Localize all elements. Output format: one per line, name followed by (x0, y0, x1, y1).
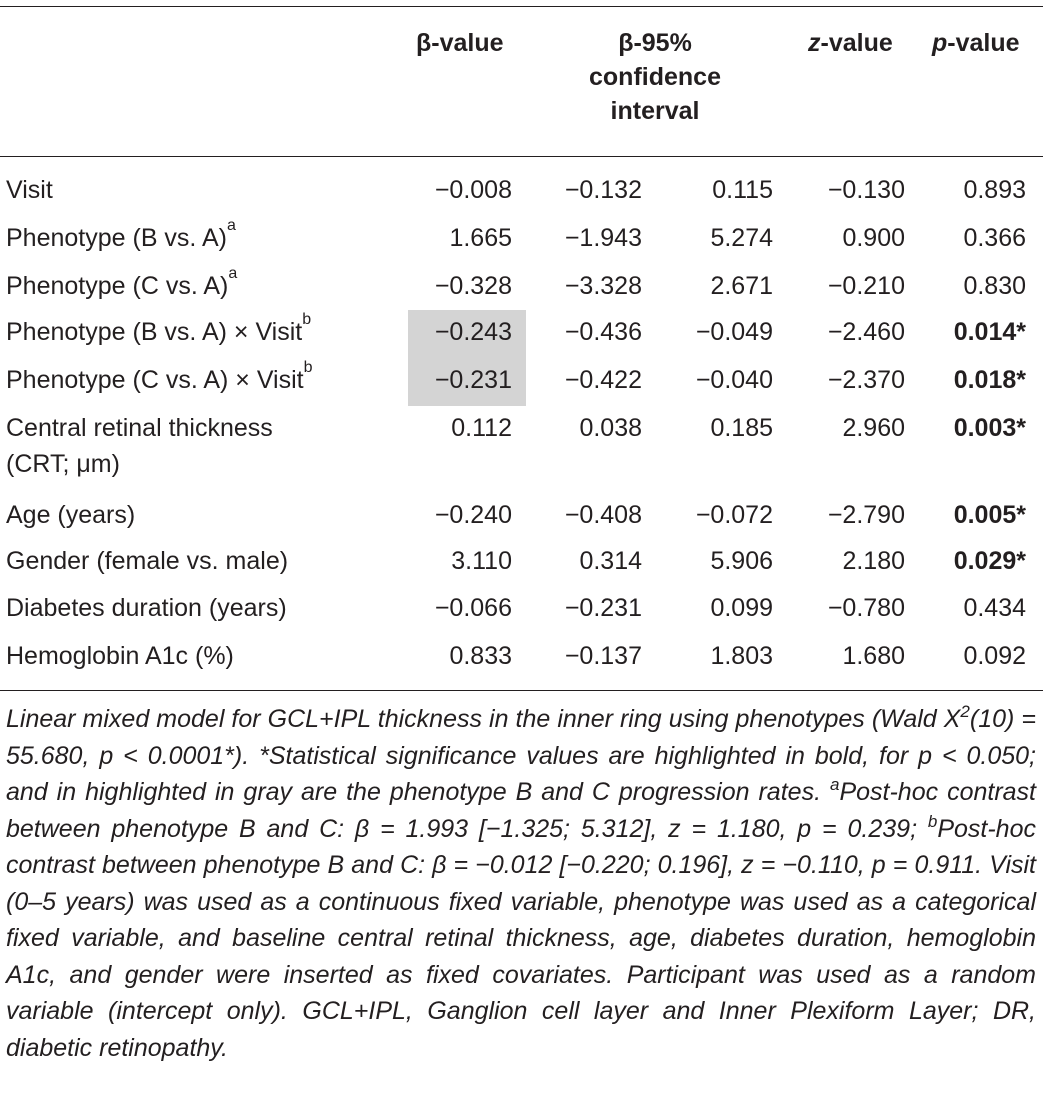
cell-z: 1.680 (842, 642, 905, 670)
cell-ci-high: 1.803 (710, 642, 773, 670)
cell-p-significant: 0.014* (953, 318, 1026, 346)
cell-ci-high: 0.115 (712, 176, 773, 204)
footnote-sup-a: a (829, 775, 840, 794)
cell-beta: −0.243 (434, 318, 512, 346)
cell-p: 0.893 (963, 176, 1026, 204)
header-z-italic: z (808, 29, 821, 57)
footnote-sup-b: b (927, 811, 938, 831)
cell-beta: −0.240 (434, 501, 512, 529)
header-rule (0, 156, 1043, 157)
footer-rule (0, 690, 1043, 691)
top-rule (0, 6, 1043, 7)
footnote-part2: (10) = 55.680, p < 0.0001*). *Statistical significance values are highlighted in bold, for p < 0.050; and in highlighted in gray are the phenotype B and C progression rates. (6, 705, 1036, 806)
cell-ci-high: −0.040 (695, 366, 773, 394)
cell-ci-high: 5.906 (710, 547, 773, 575)
cell-z: 0.900 (842, 224, 905, 252)
row-label (6, 410, 273, 482)
footnote-sup-2: 2 (960, 702, 970, 721)
header-ci-line1: β-95% (618, 29, 692, 57)
row-label (6, 359, 313, 398)
header-z (808, 26, 893, 60)
row-label-text: Phenotype (C vs. A) × Visit (6, 366, 304, 394)
cell-z: 2.960 (842, 414, 905, 442)
cell-p-significant: 0.018* (953, 366, 1026, 394)
cell-p-significant: 0.029* (953, 547, 1026, 575)
cell-beta: 1.665 (449, 224, 512, 252)
cell-ci-low: −0.137 (564, 642, 642, 670)
cell-ci-high: 2.671 (710, 272, 773, 300)
cell-p: 0.830 (963, 272, 1026, 300)
cell-ci-low: 0.314 (579, 547, 642, 575)
row-label-text-line2: (CRT; μm) (6, 450, 120, 478)
row-label-sup: b (302, 311, 312, 328)
row-label: Gender (female vs. male) (6, 547, 289, 575)
cell-beta: 0.112 (451, 414, 512, 442)
cell-beta: −0.008 (434, 176, 512, 204)
cell-beta: 3.110 (451, 547, 512, 575)
header-ci-line3: interval (610, 97, 700, 125)
row-label: Age (years) (6, 501, 136, 529)
row-label: Hemoglobin A1c (%) (6, 642, 234, 670)
cell-z: −0.130 (827, 176, 905, 204)
cell-p-significant: 0.003* (953, 414, 1026, 442)
row-label (6, 217, 236, 256)
cell-ci-low: −0.132 (564, 176, 642, 204)
header-ci (560, 26, 750, 128)
cell-beta: −0.231 (434, 366, 512, 394)
footnote-part3: Post-hoc contrast between phenotype B and C: β = 1.993 [−1.325; 5.312], z = 1.180, p = 0.239; (6, 778, 1037, 843)
cell-ci-high: −0.049 (695, 318, 773, 346)
cell-ci-high: 5.274 (710, 224, 773, 252)
row-label-text: Phenotype (B vs. A) (6, 224, 227, 252)
cell-ci-high: −0.072 (695, 501, 773, 529)
cell-ci-low: 0.038 (579, 414, 642, 442)
cell-ci-low: −0.408 (564, 501, 642, 529)
cell-z: 2.180 (842, 547, 905, 575)
header-p-italic: p (932, 29, 948, 57)
cell-p-significant: 0.005* (953, 501, 1026, 529)
header-z-suffix: -value (820, 29, 893, 57)
header-ci-line2: confidence (589, 63, 721, 91)
cell-ci-low: −3.328 (564, 272, 642, 300)
cell-p: 0.434 (963, 594, 1026, 622)
row-label: Diabetes duration (years) (6, 594, 287, 622)
row-label-sup: b (303, 359, 313, 376)
row-label (6, 311, 312, 350)
cell-z: −2.790 (827, 501, 905, 529)
row-label-text: Phenotype (C vs. A) (6, 272, 229, 300)
cell-ci-high: 0.099 (710, 594, 773, 622)
cell-beta: −0.328 (434, 272, 512, 300)
cell-ci-low: −0.436 (564, 318, 642, 346)
footnote-part1: Linear mixed model for GCL+IPL thickness in the inner ring using phenotypes (Wald X (6, 705, 961, 733)
row-label-sup: a (228, 265, 238, 282)
row-label-text: Central retinal thickness (6, 414, 273, 442)
row-label-text: Phenotype (B vs. A) × Visit (6, 318, 303, 346)
row-label: Visit (6, 176, 53, 204)
cell-beta: 0.833 (449, 642, 512, 670)
cell-z: −2.370 (827, 366, 905, 394)
footnote-part4: Post-hoc contrast between phenotype B and C: β = −0.012 [−0.220; 0.196], z = −0.110, p = 0.911. Visit (0–5 years) was used as a continuous fixed variable, phenotype was used as a categorical fixed variable, and baseline central retinal thickness, age, diabetes duration, hemoglobin A1c, and gender were inserted as fixed covariates. Participant was used as a random variable (intercept only). GCL+IPL, Ganglion cell layer and Inner Plexiform Layer; DR, diabetic retinopathy. (6, 814, 1036, 1062)
table-row (0, 410, 1043, 484)
header-p (932, 26, 1020, 60)
cell-p: 0.092 (963, 642, 1026, 670)
cell-z: −0.780 (827, 594, 905, 622)
row-label (6, 265, 238, 304)
header-beta: β-value (416, 29, 504, 57)
cell-ci-low: −1.943 (564, 224, 642, 252)
cell-p: 0.366 (963, 224, 1026, 252)
cell-ci-low: −0.231 (564, 594, 642, 622)
cell-z: −0.210 (827, 272, 905, 300)
cell-beta: −0.066 (434, 594, 512, 622)
cell-ci-low: −0.422 (564, 366, 642, 394)
cell-z: −2.460 (827, 318, 905, 346)
table-footnote (6, 701, 1036, 1066)
header-p-suffix: -value (947, 29, 1020, 57)
row-label-sup: a (226, 217, 236, 234)
cell-ci-high: 0.185 (710, 414, 773, 442)
